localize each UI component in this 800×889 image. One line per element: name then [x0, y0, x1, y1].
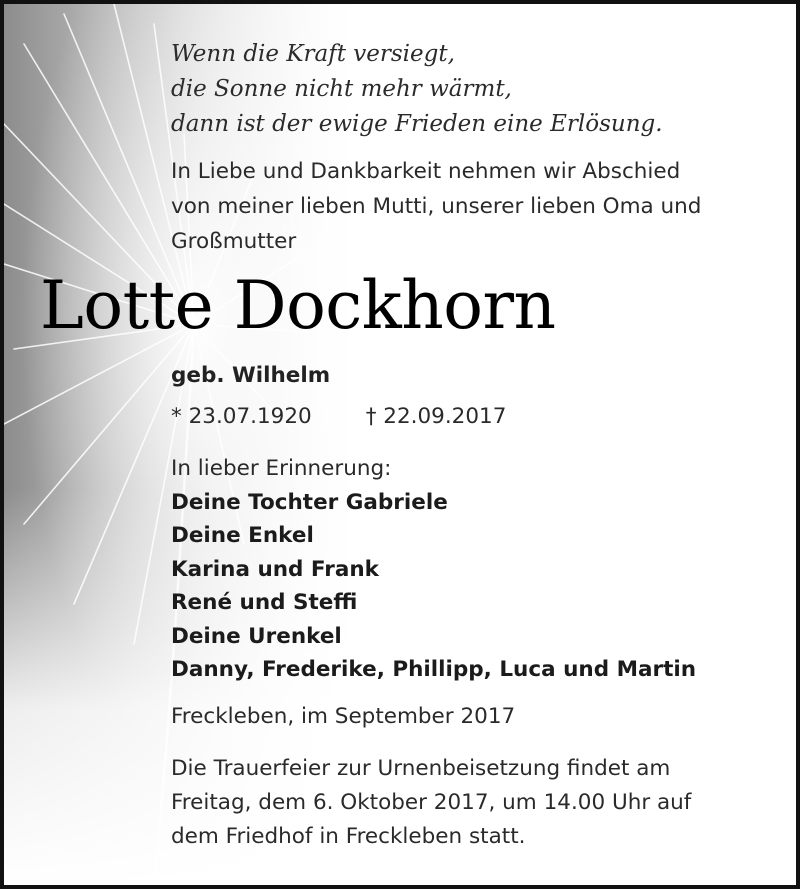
- poem-line: Wenn die Kraft versiegt,: [171, 41, 455, 67]
- survivor-line: Deine Urenkel: [171, 623, 342, 649]
- funeral-info: [171, 752, 781, 854]
- intro-line: In Liebe und Dankbarkeit nehmen wir Abschied: [171, 159, 681, 184]
- funeral-line: dem Friedhof in Freckleben statt.: [171, 824, 526, 849]
- farewell-intro: [171, 154, 781, 259]
- survivor-line: René und Steffi: [171, 590, 358, 615]
- memory-heading: In lieber Erinnerung:: [171, 456, 392, 481]
- intro-line: von meiner lieben Mutti, unserer lieben Oma und: [171, 194, 702, 219]
- poem-line: dann ist der ewige Frieden eine Erlösung.: [171, 111, 663, 137]
- survivor-line: Deine Enkel: [171, 523, 314, 548]
- death-date: † 22.09.2017: [365, 404, 507, 429]
- poem-line: die Sonne nicht mehr wärmt,: [171, 76, 512, 102]
- maiden-name: geb. Wilhelm: [171, 363, 331, 388]
- life-dates: [171, 402, 506, 432]
- survivor-line: Danny, Frederike, Phillipp, Luca und Martin: [171, 657, 697, 682]
- deceased-name: Lotte Dockhorn: [40, 267, 556, 344]
- funeral-line: Die Trauerfeier zur Urnenbeisetzung findet am: [171, 756, 671, 781]
- survivor-line: Deine Tochter Gabriele: [171, 489, 448, 515]
- place-and-date: Freckleben, im September 2017: [171, 704, 516, 729]
- survivor-line: Karina und Frank: [171, 556, 379, 582]
- intro-line: Großmutter: [171, 229, 297, 254]
- birth-date: * 23.07.1920: [171, 404, 312, 429]
- memorial-poem: [171, 37, 771, 142]
- survivors-list: [171, 452, 696, 687]
- funeral-line: Freitag, dem 6. Oktober 2017, um 14.00 Uhr auf: [171, 790, 692, 815]
- notice-content: [4, 4, 796, 885]
